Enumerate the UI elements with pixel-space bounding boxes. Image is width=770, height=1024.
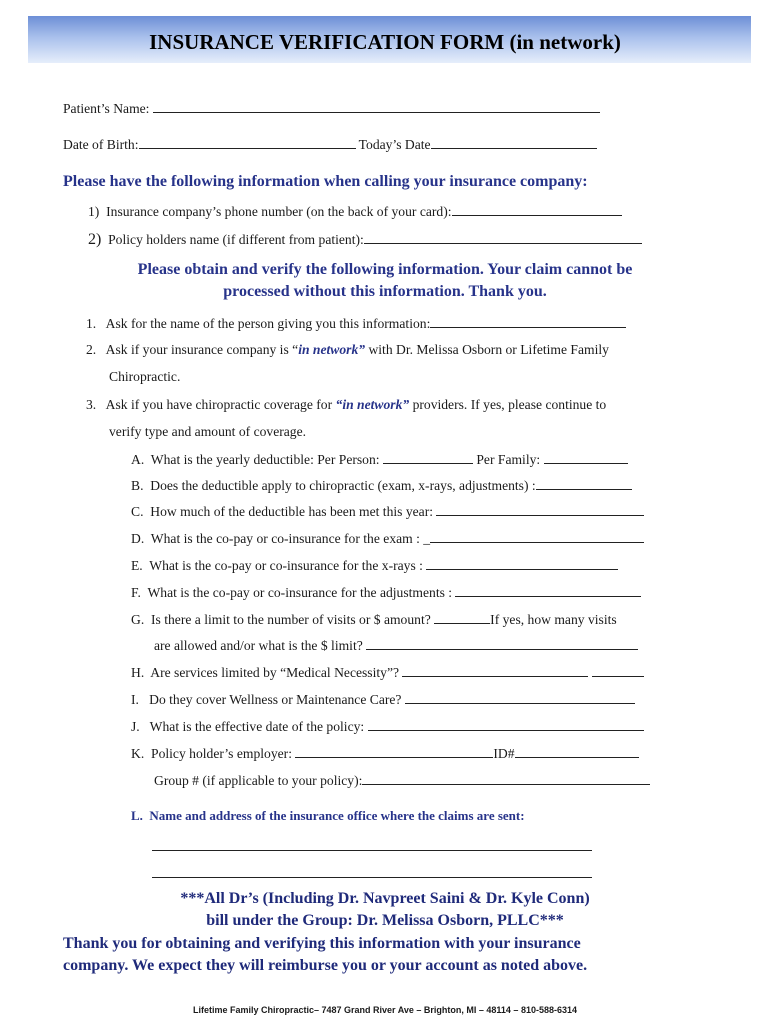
subitem-letter: E.: [131, 558, 143, 573]
dob-label: Date of Birth:: [63, 137, 139, 152]
visit-limit-field[interactable]: [434, 611, 490, 624]
subitem-letter: D.: [131, 531, 145, 546]
subitem-a: [131, 451, 628, 468]
subitem-e: [131, 557, 618, 574]
subitem-text: ID#: [493, 746, 515, 761]
medical-necessity-field[interactable]: [402, 664, 588, 677]
subitem-letter: J.: [131, 719, 140, 734]
closing-line-2: bill under the Group: Dr. Melissa Osborn, PLLC***: [206, 912, 564, 929]
deductible-met-field[interactable]: [436, 503, 644, 516]
claims-address-line-2[interactable]: [152, 877, 592, 878]
section2-heading-line1: Please obtain and verify the following information. Your claim cannot be: [137, 261, 633, 278]
subitem-text: Are services limited by “Medical Necessity”?: [150, 665, 400, 680]
section1-heading: Please have the following information when calling your insurance company:: [63, 173, 588, 190]
subitem-text: What is the co-pay or co-insurance for the x-rays :: [149, 558, 423, 573]
exam-copay-field[interactable]: [430, 530, 644, 543]
subitem-g-cont: [154, 637, 638, 654]
policy-holder-name-field[interactable]: [364, 231, 642, 244]
item-text: Ask if you have chiropractic coverage for: [105, 397, 336, 412]
rep-name-field[interactable]: [430, 315, 626, 328]
item-number: 3.: [86, 397, 97, 412]
effective-date-field[interactable]: [368, 718, 644, 731]
numbered-item-2-cont: Chiropractic.: [109, 369, 181, 384]
numbered-item-1: [86, 315, 626, 332]
subitem-letter: K.: [131, 746, 145, 761]
subitem-text: Do they cover Wellness or Maintenance Care?: [149, 692, 402, 707]
subitem-text: Per Family:: [476, 452, 541, 467]
todays-date-field[interactable]: [431, 136, 597, 149]
item-text: Ask for the name of the person giving you this information:: [105, 316, 431, 331]
employer-field[interactable]: [295, 745, 493, 758]
subitem-h: [131, 664, 644, 681]
item-number: 2.: [86, 342, 97, 357]
insurance-phone-field[interactable]: [452, 203, 622, 216]
subitem-b: [131, 477, 632, 494]
per-person-deductible-field[interactable]: [383, 451, 473, 464]
subitem-j: [131, 718, 644, 735]
xray-copay-field[interactable]: [426, 557, 618, 570]
patient-name-row: [63, 100, 600, 117]
wellness-care-field[interactable]: [405, 691, 635, 704]
numbered-item-3: [86, 397, 606, 413]
patient-name-label: Patient’s Name:: [63, 101, 150, 116]
item-text: Ask if your insurance company is “: [105, 342, 299, 357]
subitem-letter: C.: [131, 504, 144, 519]
numbered-item-2: [86, 342, 609, 358]
subitem-text: are allowed and/or what is the $ limit?: [154, 638, 363, 653]
claims-address-line-1[interactable]: [152, 850, 592, 851]
subitem-c: [131, 503, 644, 520]
emphasis-in-network: in network”: [298, 342, 366, 357]
deductible-applies-field[interactable]: [536, 477, 632, 490]
subitem-text: Policy holder’s employer:: [151, 746, 292, 761]
item-text: with Dr. Melissa Osborn or Lifetime Family: [365, 342, 609, 357]
item-text: providers. If yes, please continue to: [409, 397, 607, 412]
dob-field[interactable]: [139, 136, 356, 149]
subitem-text: Name and address of the insurance office where the claims are sent:: [149, 808, 525, 823]
subitem-i: [131, 691, 635, 708]
patient-name-field[interactable]: [153, 100, 600, 113]
subitem-text: How much of the deductible has been met this year:: [150, 504, 434, 519]
todays-date-label: Today’s Date: [358, 137, 431, 152]
dob-row: [63, 136, 597, 153]
subitem-text: Does the deductible apply to chiropractic (exam, x-rays, adjustments) :: [150, 478, 536, 493]
subitem-text: What is the effective date of the policy:: [149, 719, 365, 734]
closing-line-3: Thank you for obtaining and verifying this information with your insurance: [63, 935, 581, 952]
subitem-f: [131, 584, 641, 601]
group-number-field[interactable]: [362, 772, 650, 785]
item-text: Policy holders name (if different from patient):: [108, 232, 364, 247]
subitem-text: Group # (if applicable to your policy):: [154, 773, 363, 788]
subitem-d: [131, 530, 644, 547]
item-text: Insurance company’s phone number (on the back of your card):: [106, 204, 452, 219]
subitem-k-cont: [154, 772, 650, 789]
subitem-text: What is the yearly deductible: Per Person:: [150, 452, 380, 467]
section1-item-2: [88, 231, 642, 249]
subitem-g: [131, 611, 617, 628]
subitem-letter: G.: [131, 612, 145, 627]
subitem-letter: B.: [131, 478, 144, 493]
subitem-text: What is the co-pay or co-insurance for the adjustments :: [147, 585, 453, 600]
item-number: 2): [88, 231, 102, 248]
section2-heading-line2: processed without this information. Thank you.: [223, 283, 547, 300]
subitem-letter: F.: [131, 585, 141, 600]
subitem-k: [131, 745, 639, 762]
subitem-letter: H.: [131, 665, 145, 680]
item-number: 1): [88, 204, 100, 219]
subitem-text: If yes, how many visits: [490, 612, 617, 627]
subitem-text: Is there a limit to the number of visits or $ amount?: [151, 612, 431, 627]
subitem-letter: A.: [131, 452, 145, 467]
emphasis-in-network: “in network”: [335, 397, 410, 412]
form-title: INSURANCE VERIFICATION FORM (in network): [149, 30, 621, 54]
footer-address: Lifetime Family Chiropractic– 7487 Grand River Ave – Brighton, MI – 48114 – 810-588-6314: [192, 1005, 577, 1015]
adjustment-copay-field[interactable]: [455, 584, 641, 597]
visit-limit-detail-field[interactable]: [366, 637, 638, 650]
numbered-item-3-cont: verify type and amount of coverage.: [109, 424, 307, 439]
item-number: 1.: [86, 316, 97, 331]
medical-necessity-field-2[interactable]: [592, 664, 644, 677]
subitem-text: What is the co-pay or co-insurance for the exam : _: [150, 531, 431, 546]
subitem-letter: I.: [131, 692, 139, 707]
closing-line-1: ***All Dr’s (Including Dr. Navpreet Saini & Dr. Kyle Conn): [180, 890, 590, 907]
closing-line-4: company. We expect they will reimburse you or your account as noted above.: [63, 957, 588, 974]
per-family-deductible-field[interactable]: [544, 451, 628, 464]
section1-item-1: [88, 203, 622, 220]
id-number-field[interactable]: [515, 745, 639, 758]
subitem-l: [131, 808, 525, 824]
subitem-letter: L.: [131, 808, 143, 823]
